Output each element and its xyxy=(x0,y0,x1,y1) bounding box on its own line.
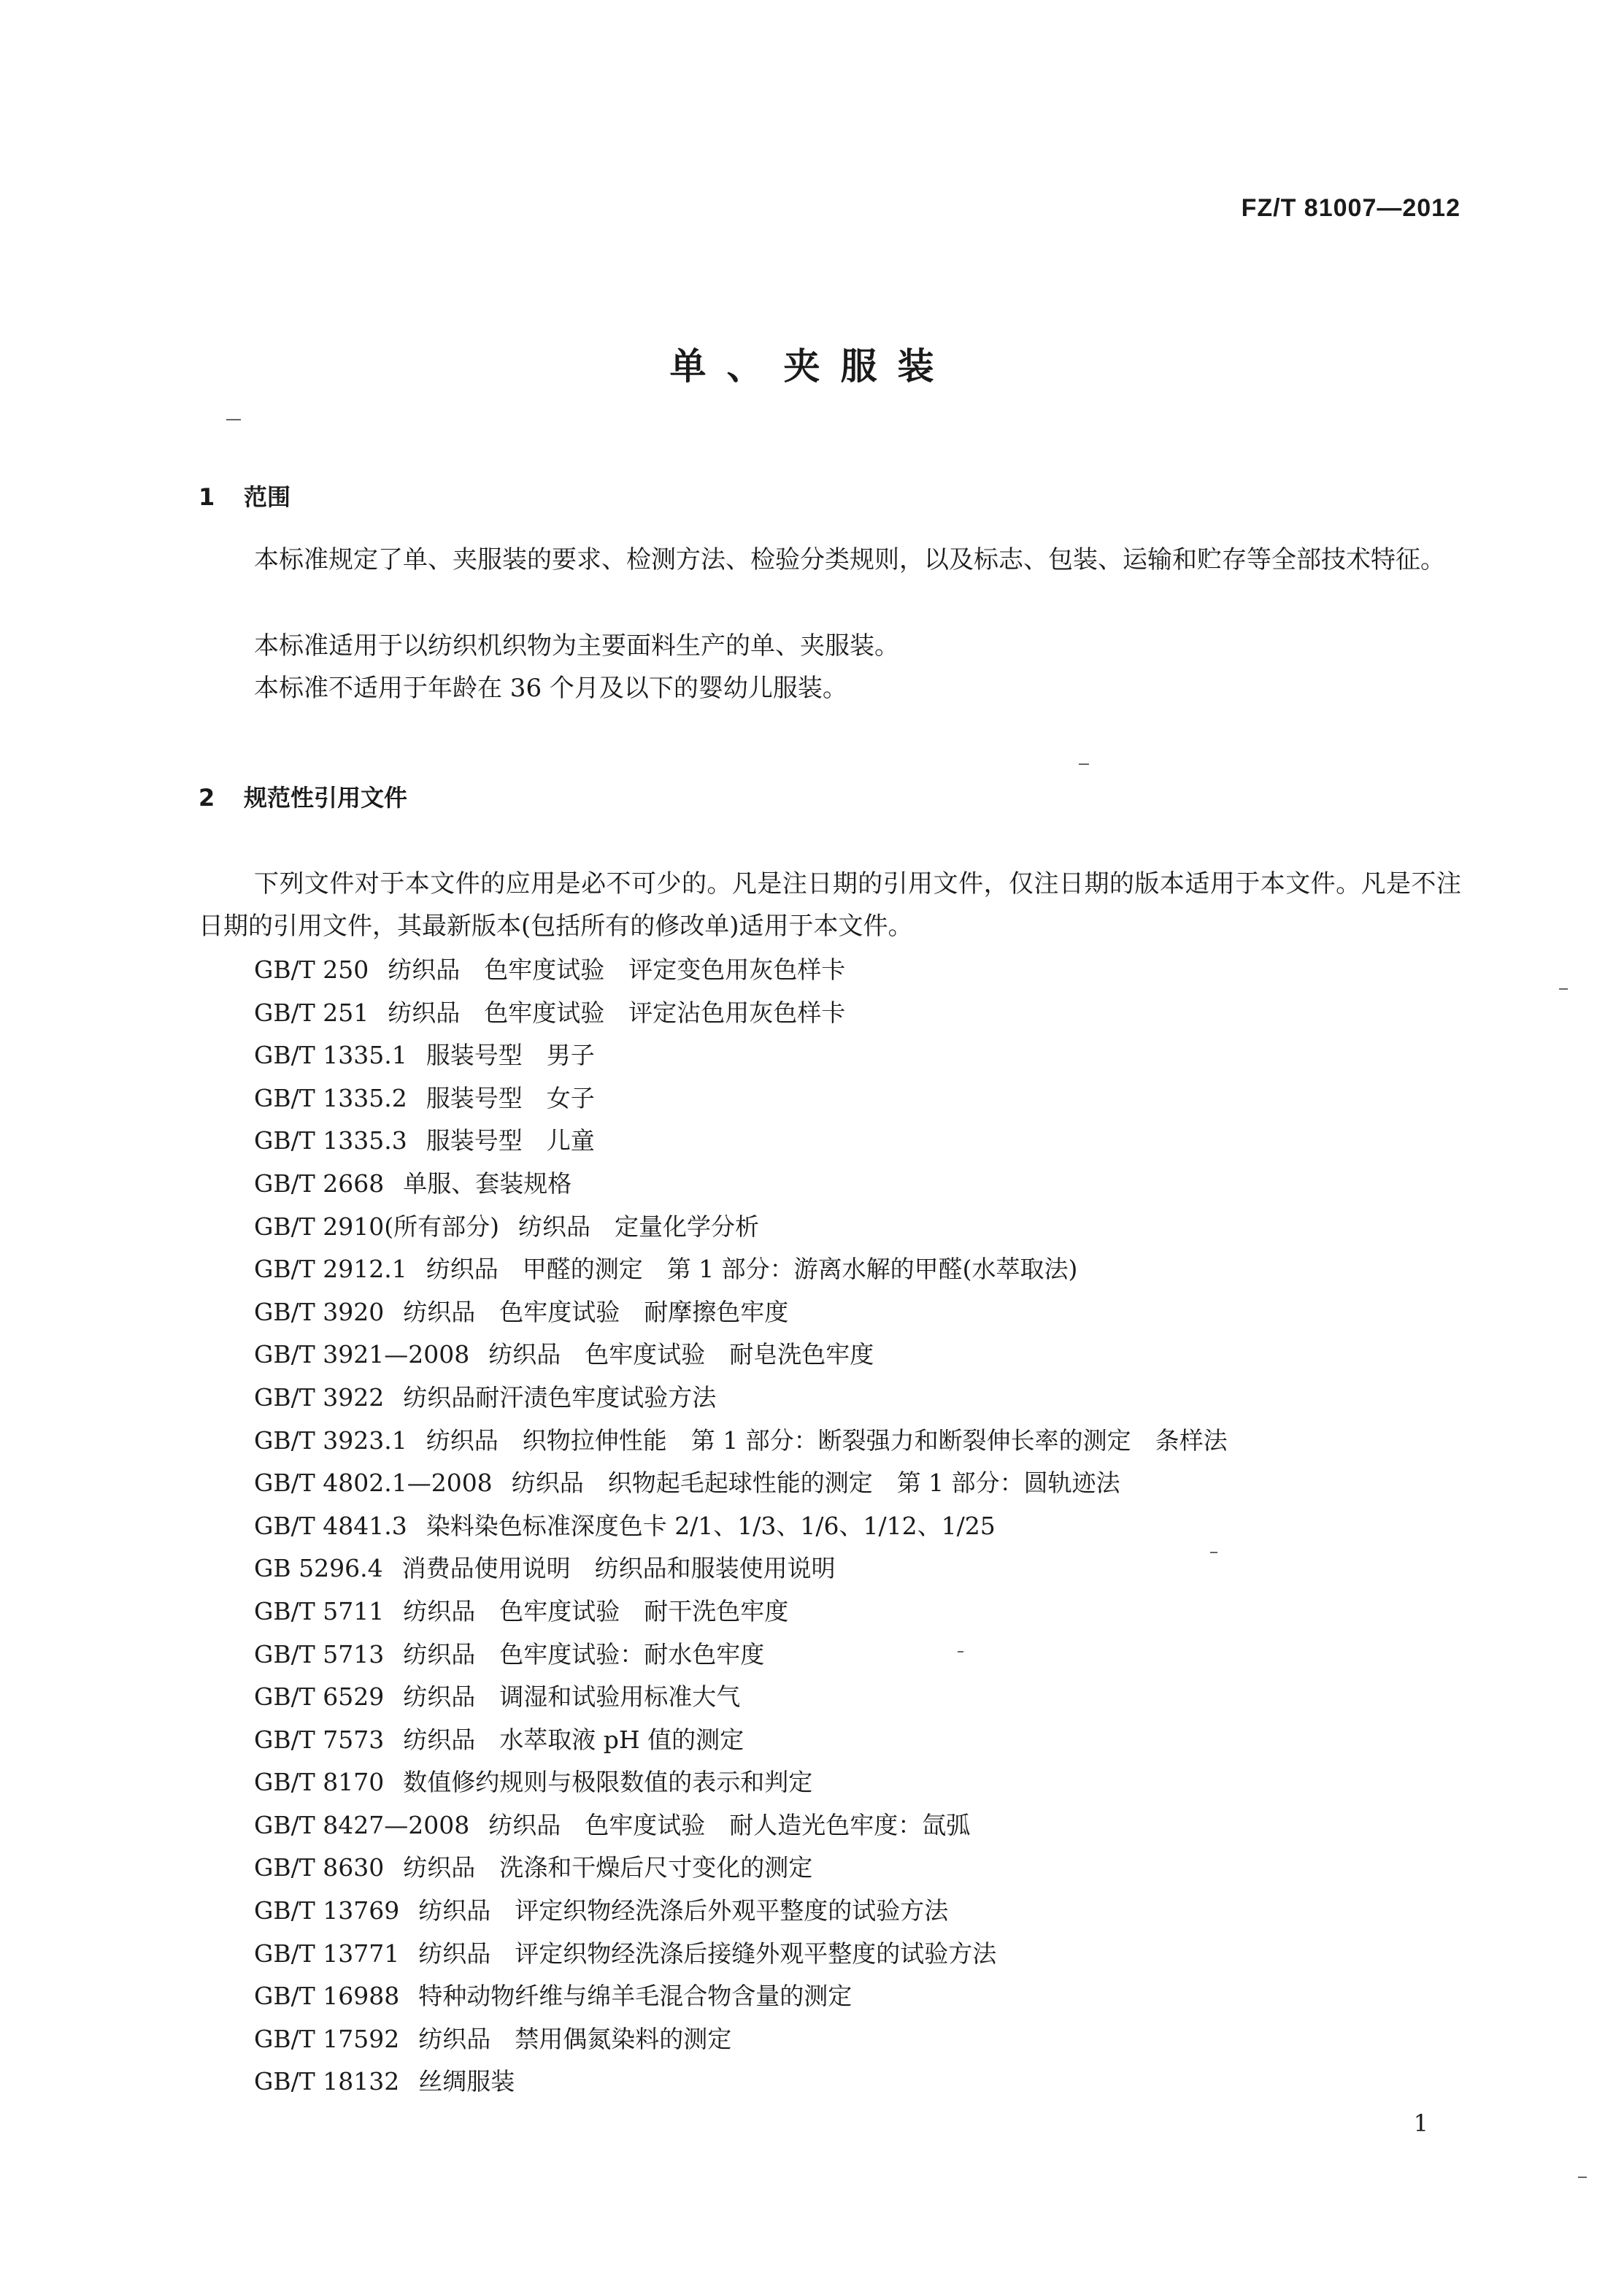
reference-code: GB/T 1335.3 xyxy=(254,1126,407,1155)
reference-item xyxy=(254,1847,1228,1890)
reference-code: GB/T 2912.1 xyxy=(254,1255,407,1284)
scan-speck xyxy=(1079,763,1089,765)
reference-title: 纺织品 评定织物经洗涤后接缝外观平整度的试验方法 xyxy=(418,1939,997,1968)
section-number: 1 xyxy=(199,483,215,511)
reference-title: 纺织品 色牢度试验：耐水色牢度 xyxy=(403,1639,765,1669)
reference-item xyxy=(254,2060,1228,2104)
reference-item xyxy=(254,1248,1228,1291)
reference-title: 纺织品 定量化学分析 xyxy=(517,1212,759,1241)
reference-title: 纺织品 水萃取液 pH 值的测定 xyxy=(403,1725,744,1754)
reference-title: 纺织品 织物拉伸性能 第 1 部分：断裂强力和断裂伸长率的测定 条样法 xyxy=(426,1425,1228,1455)
reference-item xyxy=(254,1634,1228,1677)
reference-code: GB/T 8630 xyxy=(254,1853,385,1882)
reference-item xyxy=(254,1120,1228,1163)
reference-code: GB/T 4841.3 xyxy=(254,1511,407,1540)
reference-item xyxy=(254,1462,1228,1505)
reference-title: 纺织品 色牢度试验 评定变色用灰色样卡 xyxy=(388,955,846,984)
section-heading-normative-references xyxy=(199,780,407,813)
reference-title: 纺织品 色牢度试验 耐人造光色牢度：氙弧 xyxy=(488,1810,971,1839)
reference-item xyxy=(254,1420,1228,1463)
section-number: 2 xyxy=(199,784,215,812)
scope-paragraph-1: 本标准规定了单、夹服装的要求、检测方法、检验分类规则，以及标志、包装、运输和贮存等全部技术特征。 xyxy=(254,545,1445,574)
reference-item xyxy=(254,1933,1228,1976)
reference-code: GB/T 1335.1 xyxy=(254,1041,407,1070)
reference-code: GB/T 13769 xyxy=(254,1896,400,1925)
reference-code: GB/T 250 xyxy=(254,955,369,984)
reference-code: GB/T 16988 xyxy=(254,1982,400,2011)
reference-title: 纺织品 色牢度试验 耐干洗色牢度 xyxy=(403,1596,789,1625)
reference-item xyxy=(254,1590,1228,1634)
reference-code: GB/T 8170 xyxy=(254,1768,385,1797)
reference-item xyxy=(254,1034,1228,1077)
reference-code: GB/T 18132 xyxy=(254,2067,400,2096)
reference-item xyxy=(254,1804,1228,1847)
reference-title: 丝绸服装 xyxy=(418,2067,515,2096)
reference-code: GB 5296.4 xyxy=(254,1554,383,1583)
reference-item xyxy=(254,1334,1228,1377)
reference-list xyxy=(254,949,1228,2104)
reference-title: 纺织品耐汗渍色牢度试验方法 xyxy=(403,1382,717,1412)
scan-speck xyxy=(226,419,241,420)
reference-item xyxy=(254,1761,1228,1804)
reference-item xyxy=(254,1719,1228,1762)
reference-item xyxy=(254,2018,1228,2061)
reference-code: GB/T 3920 xyxy=(254,1297,385,1326)
standard-code: FZ/T 81007—2012 xyxy=(1241,194,1461,222)
reference-item xyxy=(254,1377,1228,1420)
scan-speck xyxy=(1210,1552,1217,1553)
reference-code: GB/T 5713 xyxy=(254,1639,385,1669)
reference-title: 服装号型 儿童 xyxy=(426,1126,595,1155)
reference-item xyxy=(254,1077,1228,1120)
reference-code: GB/T 8427—2008 xyxy=(254,1810,470,1839)
reference-code: GB/T 2668 xyxy=(254,1169,385,1198)
reference-title: 消费品使用说明 纺织品和服装使用说明 xyxy=(401,1554,836,1583)
reference-title: 特种动物纤维与绵羊毛混合物含量的测定 xyxy=(418,1982,853,2011)
reference-title: 单服、套装规格 xyxy=(403,1169,572,1198)
page-number: 1 xyxy=(1413,2109,1428,2137)
reference-item xyxy=(254,949,1228,992)
reference-code: GB/T 5711 xyxy=(254,1596,385,1625)
reference-title: 数值修约规则与极限数值的表示和判定 xyxy=(403,1768,813,1797)
reference-title: 染料染色标准深度色卡 2/1、1/3、1/6、1/12、1/25 xyxy=(426,1511,996,1540)
reference-item xyxy=(254,1163,1228,1206)
reference-title: 纺织品 调湿和试验用标准大气 xyxy=(403,1682,741,1712)
reference-code: GB/T 2910(所有部分) xyxy=(254,1212,499,1241)
references-intro-paragraph: 下列文件对于本文件的应用是必不可少的。凡是注日期的引用文件，仅注日期的版本适用于本文件。凡是不注日期的引用文件，其最新版本(包括所有的修改单)适用于本文件。 xyxy=(199,869,1461,941)
document-title: 单、夹服装 xyxy=(669,345,955,388)
reference-code: GB/T 4802.1—2008 xyxy=(254,1469,493,1498)
scan-speck xyxy=(1559,988,1568,990)
scope-paragraph-3: 本标准不适用于年龄在 36 个月及以下的婴幼儿服装。 xyxy=(254,674,847,703)
reference-title: 纺织品 禁用偶氮染料的测定 xyxy=(418,2024,732,2053)
reference-item xyxy=(254,1547,1228,1590)
reference-title: 纺织品 色牢度试验 耐皂洗色牢度 xyxy=(488,1340,874,1369)
reference-title: 服装号型 男子 xyxy=(426,1041,595,1070)
reference-title: 纺织品 评定织物经洗涤后外观平整度的试验方法 xyxy=(418,1896,949,1925)
reference-title: 纺织品 甲醛的测定 第 1 部分：游离水解的甲醛(水萃取法) xyxy=(426,1255,1078,1284)
reference-item xyxy=(254,1291,1228,1334)
reference-code: GB/T 6529 xyxy=(254,1682,385,1712)
section-title: 规范性引用文件 xyxy=(244,784,408,812)
reference-item xyxy=(254,1975,1228,2018)
reference-code: GB/T 7573 xyxy=(254,1725,385,1754)
reference-item xyxy=(254,1676,1228,1719)
reference-title: 纺织品 洗涤和干燥后尺寸变化的测定 xyxy=(403,1853,813,1882)
reference-title: 纺织品 织物起毛起球性能的测定 第 1 部分：圆轨迹法 xyxy=(511,1469,1120,1498)
reference-code: GB/T 1335.2 xyxy=(254,1083,407,1112)
section-title: 范围 xyxy=(244,483,291,511)
scan-speck xyxy=(958,1651,963,1652)
reference-item xyxy=(254,992,1228,1035)
section-heading-scope xyxy=(199,479,290,512)
reference-code: GB/T 251 xyxy=(254,998,369,1027)
scope-paragraph-2: 本标准适用于以纺织机织物为主要面料生产的单、夹服装。 xyxy=(254,631,899,661)
reference-code: GB/T 13771 xyxy=(254,1939,400,1968)
reference-title: 纺织品 色牢度试验 评定沾色用灰色样卡 xyxy=(388,998,846,1027)
reference-code: GB/T 3923.1 xyxy=(254,1425,407,1455)
reference-code: GB/T 17592 xyxy=(254,2024,400,2053)
scan-speck xyxy=(1578,2177,1587,2178)
reference-item xyxy=(254,1890,1228,1933)
reference-title: 服装号型 女子 xyxy=(426,1083,595,1112)
reference-item xyxy=(254,1505,1228,1548)
reference-code: GB/T 3921—2008 xyxy=(254,1340,470,1369)
reference-title: 纺织品 色牢度试验 耐摩擦色牢度 xyxy=(403,1297,789,1326)
reference-item xyxy=(254,1206,1228,1249)
reference-code: GB/T 3922 xyxy=(254,1382,385,1412)
